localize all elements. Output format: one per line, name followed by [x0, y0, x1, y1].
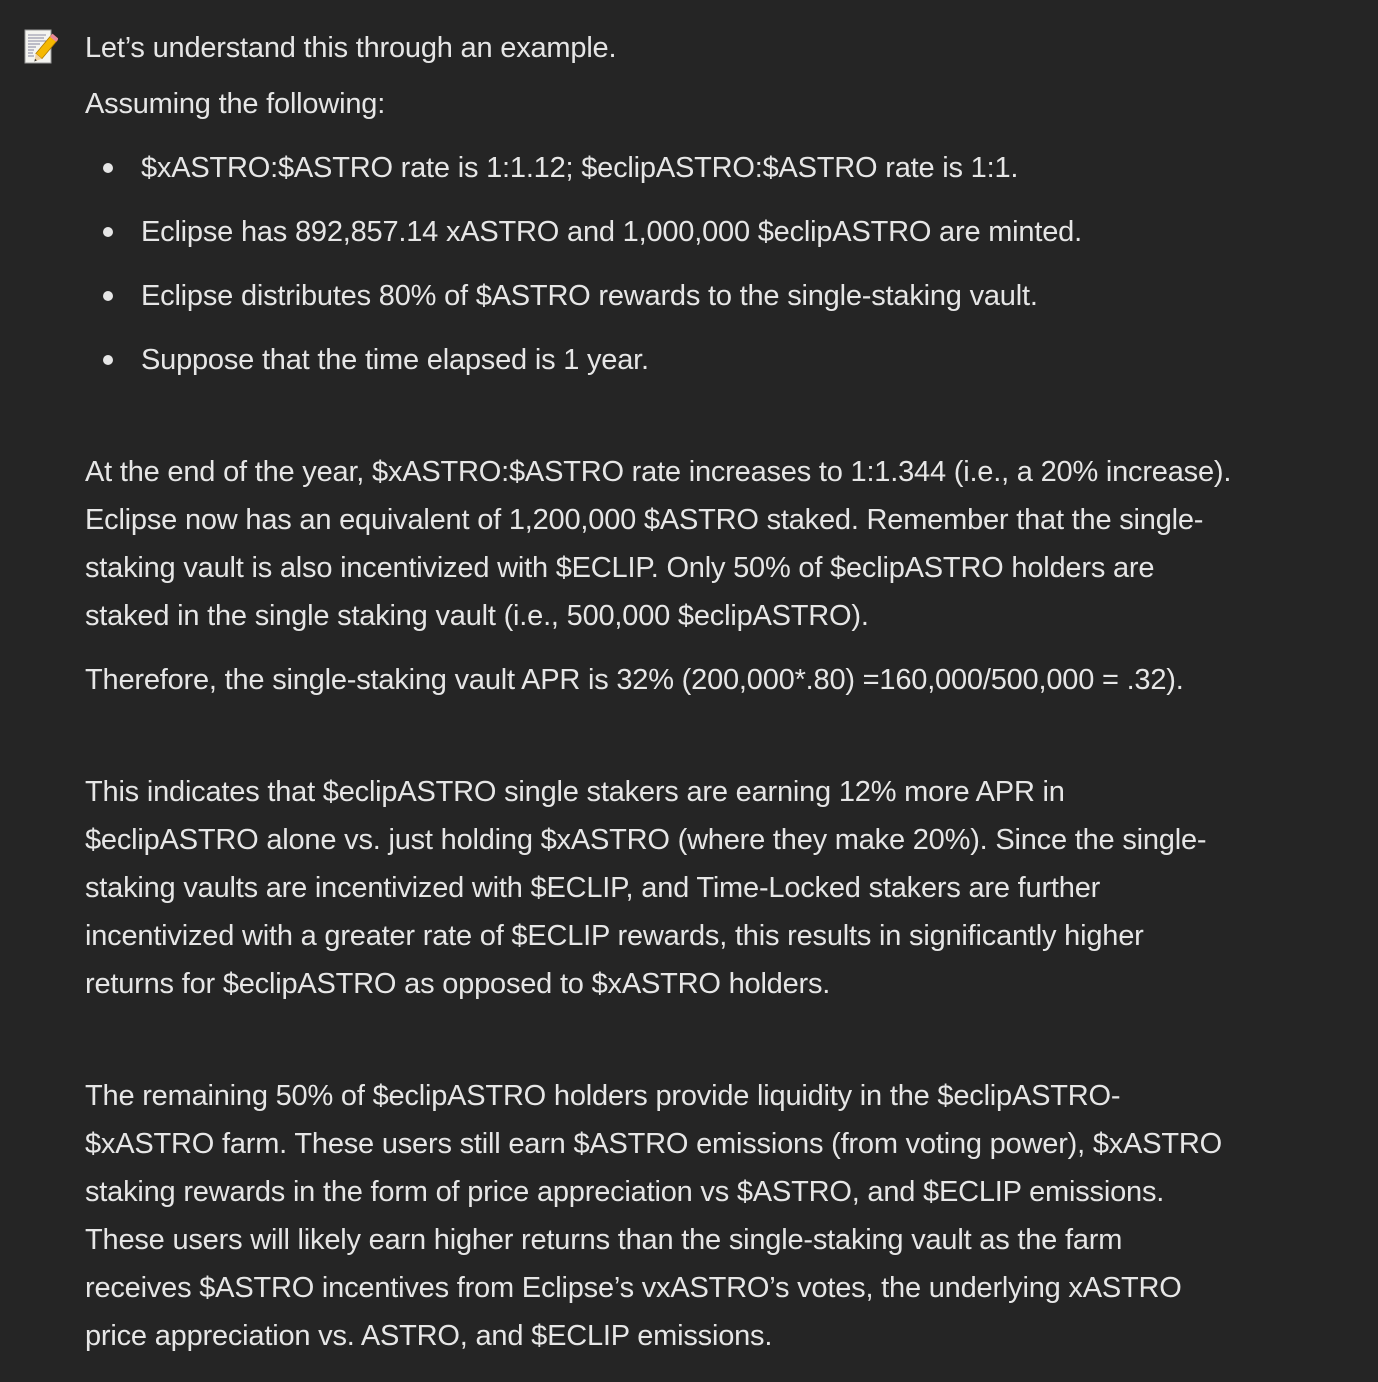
text-line: returns for $eclipASTRO as opposed to $xASTRO holders. — [85, 968, 831, 1000]
memo-icon — [22, 28, 58, 66]
list-item-text: Eclipse distributes 80% of $ASTRO rewards to the single-staking vault. — [141, 280, 1038, 312]
bullet-icon — [103, 227, 113, 237]
list-item — [85, 148, 1375, 212]
text-line: staked in the single staking vault (i.e., 500,000 $eclipASTRO). — [85, 600, 869, 632]
text-line: This indicates that $eclipASTRO single stakers are earning 12% more APR in — [85, 776, 1065, 808]
list-item — [85, 340, 1375, 404]
assumptions-heading: Assuming the following: — [85, 88, 386, 120]
text-line: Therefore, the single-staking vault APR is 32% (200,000*.80) =160,000/500,000 = .32). — [85, 664, 1184, 696]
text-line: $eclipASTRO alone vs. just holding $xASTRO (where they make 20%). Since the single- — [85, 824, 1207, 856]
paragraph-year-end — [85, 452, 1375, 644]
bullet-icon — [103, 355, 113, 365]
bullet-icon — [103, 291, 113, 301]
text-line: staking rewards in the form of price appreciation vs $ASTRO, and $ECLIP emissions. — [85, 1176, 1165, 1208]
paragraph-indication — [85, 772, 1375, 1012]
text-line: incentivized with a greater rate of $ECLIP rewards, this results in significantly higher — [85, 920, 1144, 952]
text-line: staking vaults are incentivized with $ECLIP, and Time-Locked stakers are further — [85, 872, 1101, 904]
list-item — [85, 276, 1375, 340]
list-item — [85, 212, 1375, 276]
assumptions-list — [85, 148, 1375, 404]
text-line: Eclipse now has an equivalent of 1,200,000 $ASTRO staked. Remember that the single- — [85, 504, 1204, 536]
text-line: The remaining 50% of $eclipASTRO holders provide liquidity in the $eclipASTRO- — [85, 1080, 1121, 1112]
bullet-icon — [103, 163, 113, 173]
text-line: price appreciation vs. ASTRO, and $ECLIP emissions. — [85, 1320, 773, 1352]
list-item-text: $xASTRO:$ASTRO rate is 1:1.12; $eclipASTRO:$ASTRO rate is 1:1. — [141, 152, 1019, 184]
text-line: These users will likely earn higher returns than the single-staking vault as the farm — [85, 1224, 1123, 1256]
text-line: staking vault is also incentivized with $ECLIP. Only 50% of $eclipASTRO holders are — [85, 552, 1155, 584]
list-item-text: Eclipse has 892,857.14 xASTRO and 1,000,000 $eclipASTRO are minted. — [141, 216, 1082, 248]
list-item-text: Suppose that the time elapsed is 1 year. — [141, 344, 649, 376]
text-line: receives $ASTRO incentives from Eclipse’s vxASTRO’s votes, the underlying xASTRO — [85, 1272, 1182, 1304]
intro-text: Let’s understand this through an example. — [85, 32, 617, 64]
paragraph-apr — [85, 660, 1375, 708]
text-line: $xASTRO farm. These users still earn $ASTRO emissions (from voting power), $xASTRO — [85, 1128, 1222, 1160]
paragraph-remaining — [85, 1076, 1375, 1364]
text-line: At the end of the year, $xASTRO:$ASTRO rate increases to 1:1.344 (i.e., a 20% increase). — [85, 456, 1232, 488]
